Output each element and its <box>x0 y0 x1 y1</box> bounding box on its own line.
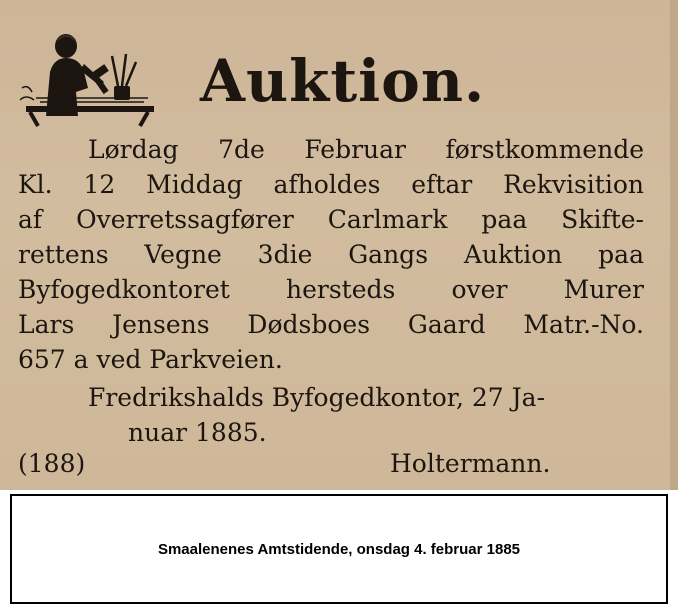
signoff <box>18 380 644 450</box>
body-line: Lørdag 7de Februar førstkommende <box>88 135 644 164</box>
signoff-place-date: Fredrikshalds Byfogedkontor, 27 Ja- <box>88 383 546 412</box>
auctioneer-with-gavel-icon <box>18 28 158 128</box>
caption-text: Smaalenenes Amtstidende, onsdag 4. februar 1885 <box>157 540 521 558</box>
reference-number: (188) <box>18 449 86 478</box>
body-line: Lars Jensens Dødsboes Gaard Matr.-No. <box>18 310 644 339</box>
headline: Auktion. <box>200 47 486 115</box>
body-line: Byfogedkontoret hersteds over Murer <box>18 275 644 304</box>
signature: Holtermann. <box>390 449 551 478</box>
signoff-date-continued: nuar 1885. <box>128 418 267 447</box>
notice-body <box>18 132 644 377</box>
footer-row <box>18 446 578 482</box>
caption-box <box>10 494 668 604</box>
body-line: af Overretssagfører Carlmark paa Skifte- <box>18 205 644 234</box>
paper-edge <box>670 0 678 490</box>
body-line: 657 a ved Parkveien. <box>18 345 283 374</box>
body-line: rettens Vegne 3die Gangs Auktion paa <box>18 240 644 269</box>
body-line: Kl. 12 Middag afholdes eftar Rekvisition <box>18 170 644 199</box>
